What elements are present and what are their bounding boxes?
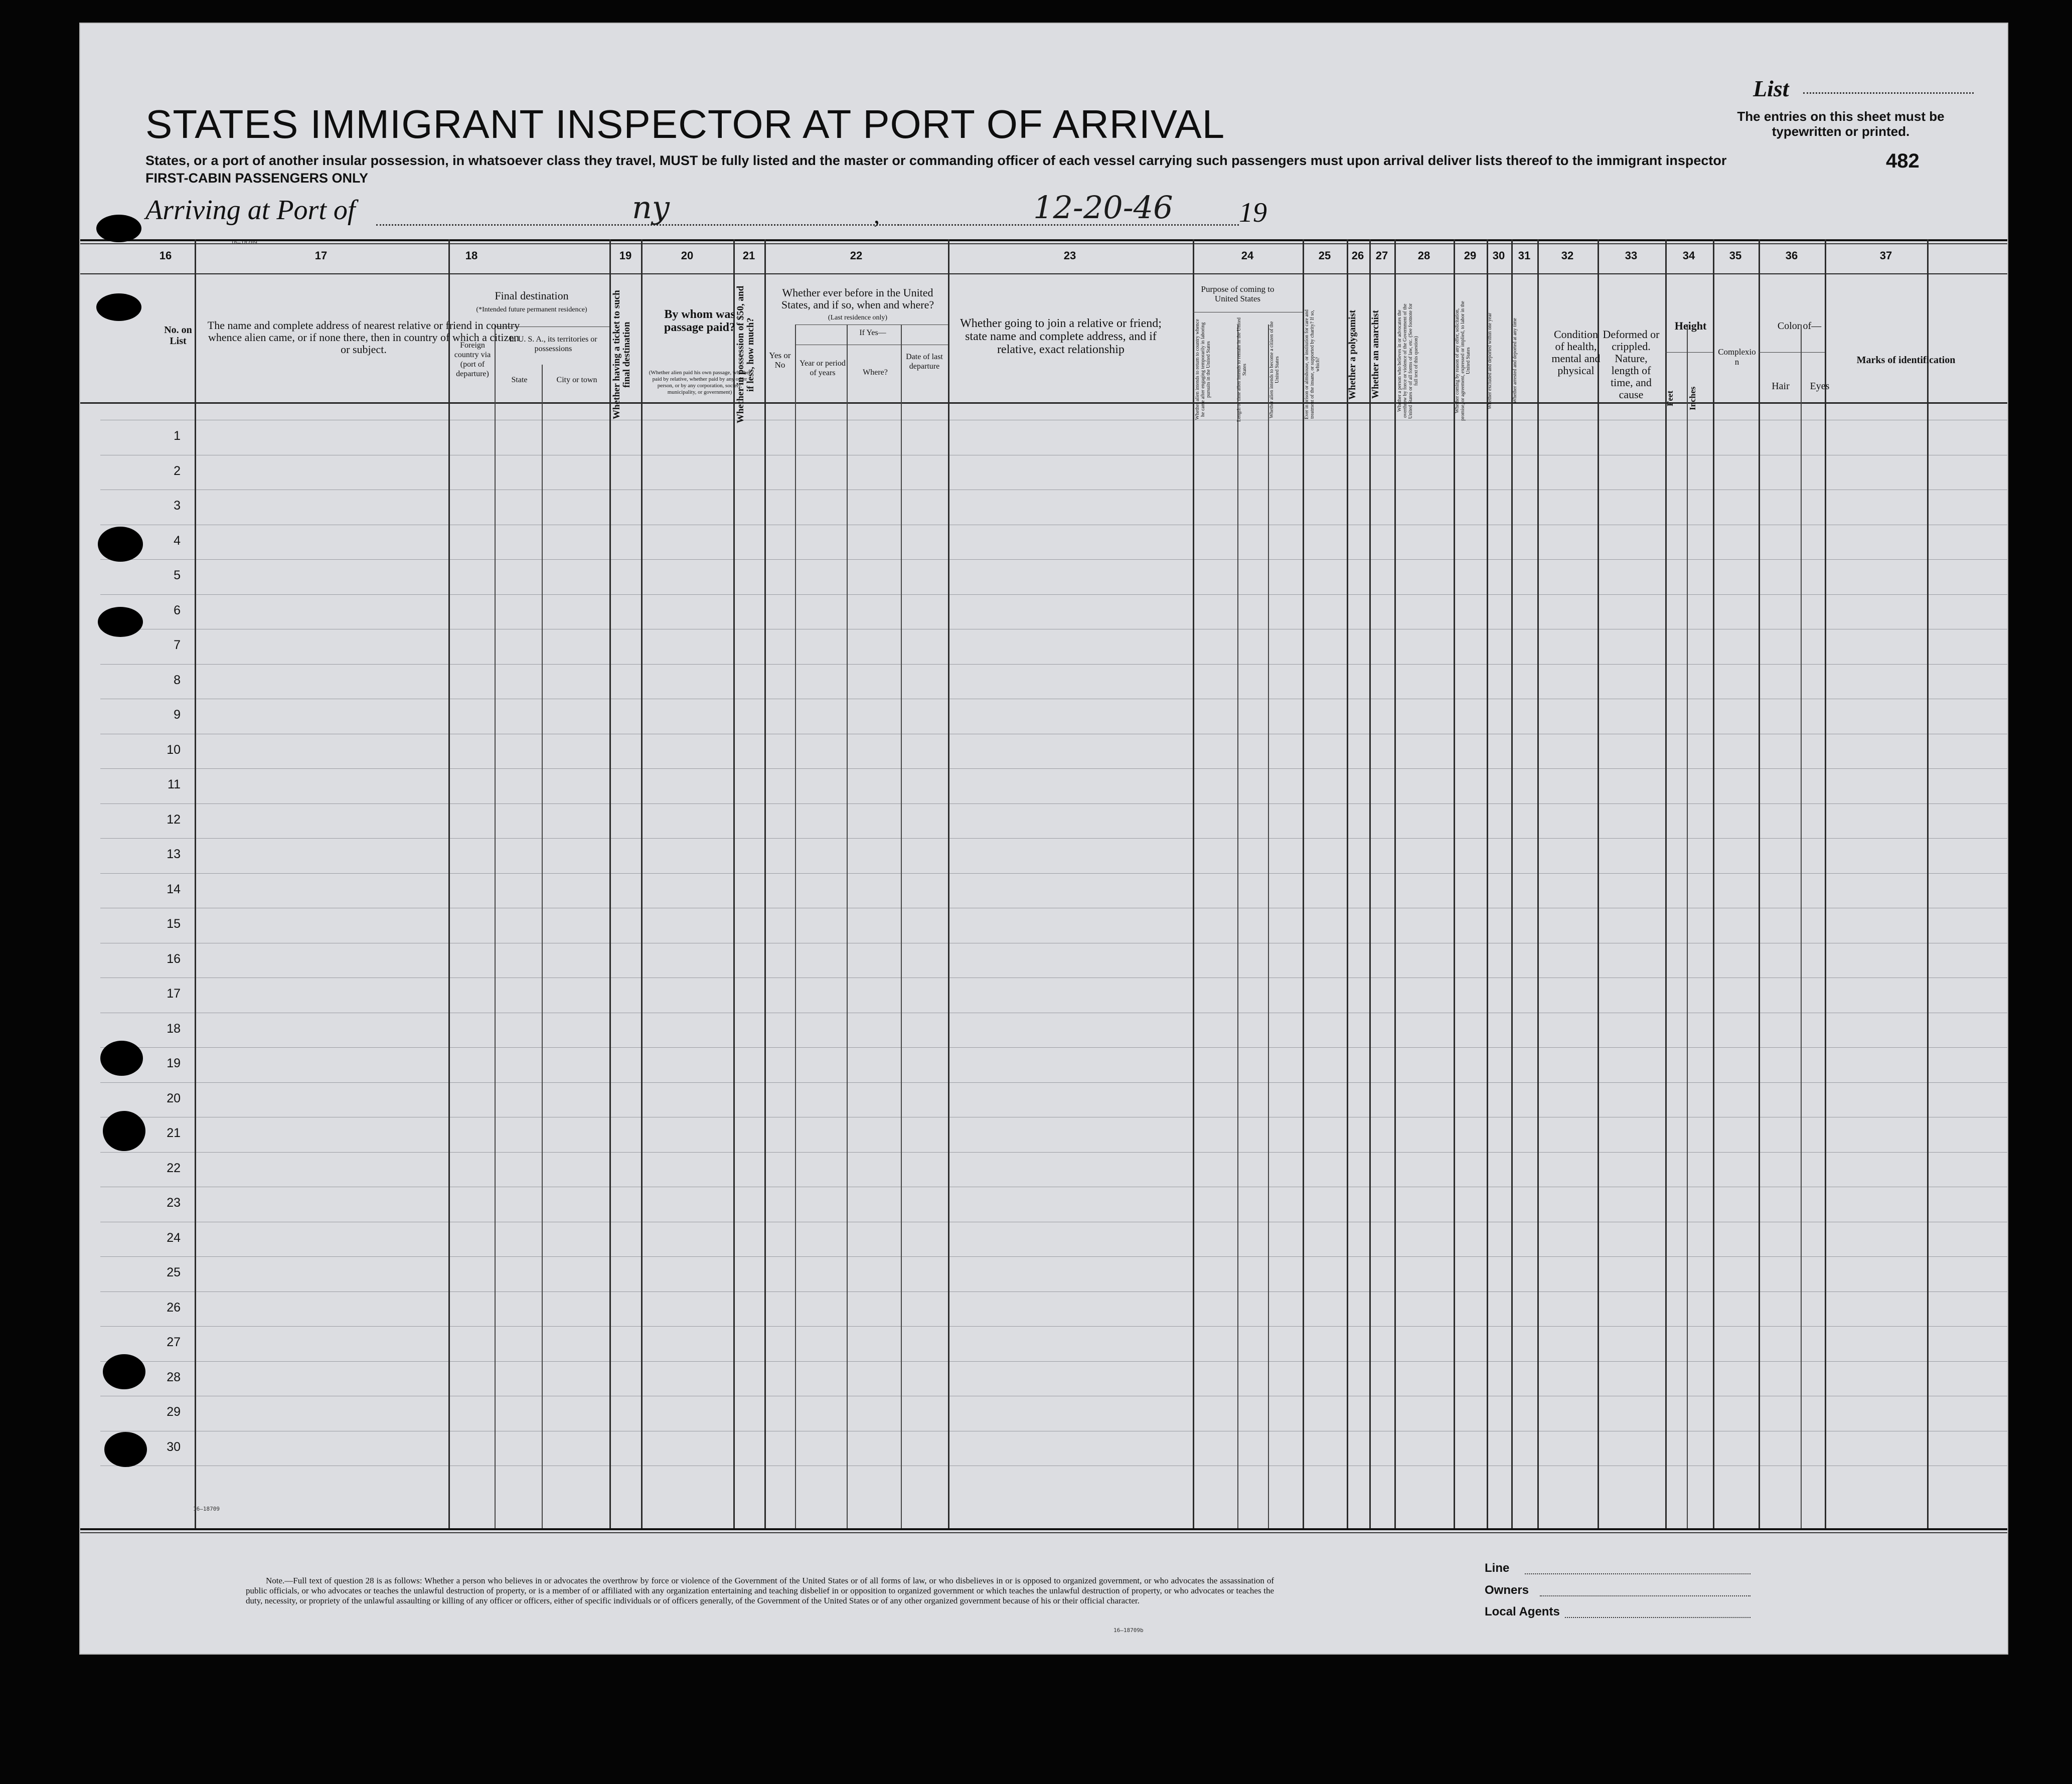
grid-line xyxy=(1487,239,1488,1528)
column-number: 31 xyxy=(1518,249,1531,262)
grid-line xyxy=(80,239,2007,241)
row-number: 14 xyxy=(167,882,181,896)
grid-line xyxy=(100,1152,2007,1153)
header-if-yes: If Yes— xyxy=(859,329,886,337)
grid-line xyxy=(1303,239,1304,1528)
header-inches: Inches xyxy=(1688,386,1697,411)
row-number: 3 xyxy=(174,499,181,513)
grid-line xyxy=(100,594,2007,595)
grid-line xyxy=(1801,325,1802,1528)
row-number: 19 xyxy=(167,1056,181,1070)
local-agents-field xyxy=(1565,1617,1750,1618)
header-health: Condition of health, mental and physical xyxy=(1551,328,1601,377)
column-number: 16 xyxy=(159,249,172,262)
header-purpose-length: Length of time alien intends to remain in the United States xyxy=(1236,317,1247,422)
row-number: 17 xyxy=(167,987,181,1001)
punch-hole xyxy=(103,1111,145,1151)
column-number: 17 xyxy=(314,249,328,262)
header-ticket: Whether having a ticket to such final destination xyxy=(611,290,632,419)
header-color-of: Color of— xyxy=(1777,320,1822,332)
header-complexion: Complexion xyxy=(1718,347,1756,367)
grid-line xyxy=(1759,239,1760,1528)
header-ever-before-us: Whether ever before in the United States, and if so, when and where? xyxy=(781,286,934,311)
row-number: 1 xyxy=(174,429,181,443)
row-number: 11 xyxy=(168,777,181,791)
punch-hole xyxy=(96,293,141,321)
header-purpose-return: Whether alien intends to return to country whence he came after engaging temporarily in laboring pursuits in the United States xyxy=(1195,319,1211,420)
row-number: 13 xyxy=(167,847,181,861)
grid-line xyxy=(100,1082,2007,1083)
column-number: 33 xyxy=(1625,249,1638,262)
grid-line xyxy=(448,239,450,1528)
grid-line xyxy=(1511,239,1513,1528)
grid-line xyxy=(764,239,766,1528)
date-handwritten: 12-20-46 xyxy=(1033,189,1173,226)
header-purpose: Purpose of coming to United States xyxy=(1201,284,1274,303)
entries-note: The entries on this sheet must be typewritten or printed. xyxy=(1737,109,1945,139)
header-marks: Marks of identification xyxy=(1856,355,1956,366)
header-anarchist: Whether an anarchist xyxy=(1370,310,1381,399)
row-number: 22 xyxy=(167,1161,181,1175)
row-number: 28 xyxy=(167,1370,181,1384)
form-code-note: 16—18709b xyxy=(1113,1627,1144,1634)
header-join-relative: Whether going to join a relative or friend; state name and complete address, and if relative, exact relationship xyxy=(960,317,1162,356)
column-number: 34 xyxy=(1682,249,1695,262)
line-field xyxy=(1525,1573,1750,1574)
row-number: 21 xyxy=(167,1126,181,1140)
grid-line xyxy=(1665,352,1713,353)
row-number: 10 xyxy=(167,743,181,757)
grid-line xyxy=(795,325,796,1528)
header-in-usa: In U. S. A., its territories or possessions xyxy=(509,335,597,353)
grid-line xyxy=(1713,239,1714,1528)
column-number: 27 xyxy=(1375,249,1388,262)
grid-line xyxy=(1369,239,1371,1528)
column-number: 36 xyxy=(1785,249,1798,262)
header-where: Where? xyxy=(863,368,888,377)
grid-line xyxy=(100,559,2007,560)
grid-line xyxy=(542,365,543,1528)
row-number: 30 xyxy=(167,1440,181,1454)
row-number: 23 xyxy=(167,1196,181,1210)
grid-line xyxy=(948,239,949,1528)
manifest-sheet xyxy=(79,23,2008,1655)
local-agents-label: Local Agents xyxy=(1485,1605,1560,1618)
grid-line xyxy=(195,239,196,1528)
header-purpose-citizen: Whether alien intends to become a citizen of the United States xyxy=(1269,321,1280,418)
header-question-28: Whether a person who believes in or advocates the overthrow by force or violence of the Government of the United States or of all forms of law, etc. (See footnote for full text of this question) xyxy=(1397,303,1419,419)
row-number: 7 xyxy=(174,638,181,652)
row-number: 16 xyxy=(167,952,181,966)
grid-line xyxy=(100,803,2007,804)
header-year-period: Year or period of years xyxy=(800,359,846,377)
punch-hole xyxy=(96,215,141,242)
header-arrested: Whether arrested and deported at any time xyxy=(1512,318,1518,404)
column-number: 21 xyxy=(742,249,755,262)
punch-hole xyxy=(98,527,143,562)
grid-line xyxy=(1454,239,1455,1528)
header-city-town: City or town xyxy=(556,376,597,384)
grid-line xyxy=(80,273,2007,274)
manifest-grid xyxy=(80,24,2007,1654)
column-number: 18 xyxy=(465,249,478,262)
column-number: 30 xyxy=(1492,249,1505,262)
header-fifty-dollars: Whether in possession of $50, and if less, how much? xyxy=(735,285,756,424)
list-label: List xyxy=(1753,76,1789,101)
grid-line xyxy=(1759,352,1825,353)
punch-hole xyxy=(100,1041,143,1076)
row-number: 26 xyxy=(167,1301,181,1315)
grid-line xyxy=(100,1291,2007,1292)
grid-line xyxy=(1927,239,1929,1528)
header-no-on-list: No. on List xyxy=(164,325,192,347)
grid-line xyxy=(1537,239,1539,1528)
grid-line xyxy=(80,1528,2007,1530)
row-number: 2 xyxy=(174,464,181,478)
grid-line xyxy=(1687,325,1688,1528)
row-number: 4 xyxy=(174,534,181,548)
header-final-destination: Final destination xyxy=(495,289,569,302)
grid-line xyxy=(1394,239,1396,1528)
grid-line xyxy=(1665,239,1667,1528)
grid-line xyxy=(100,1047,2007,1048)
owners-field xyxy=(1540,1595,1750,1596)
header-date-last-departure: Date of last departure xyxy=(906,353,943,371)
row-number: 8 xyxy=(174,673,181,687)
punch-hole xyxy=(104,1432,147,1467)
column-number: 24 xyxy=(1241,249,1254,262)
grid-line xyxy=(100,1326,2007,1327)
punch-hole xyxy=(98,607,143,637)
column-number: 23 xyxy=(1063,249,1076,262)
form-instructions: States, or a port of another insular possession, in whatsoever class they travel, MUST be fully listed and the master or commanding officer of each vessel carrying such passengers must upon arrival deliver lists thereof to the immigrant inspector xyxy=(145,153,1727,168)
column-number: 35 xyxy=(1729,249,1742,262)
grid-line xyxy=(80,402,2007,404)
column-number: 32 xyxy=(1561,249,1574,262)
header-yes-no: Yes or No xyxy=(769,351,791,370)
header-last-residence: (Last residence only) xyxy=(828,314,888,321)
row-number: 27 xyxy=(167,1335,181,1349)
header-hair: Hair xyxy=(1772,381,1790,392)
row-number: 25 xyxy=(167,1265,181,1279)
header-feet: Feet xyxy=(1665,390,1675,407)
row-number: 9 xyxy=(174,708,181,722)
header-passage-paid: By whom was passage paid? xyxy=(664,308,736,334)
grid-line xyxy=(100,768,2007,769)
column-number: 37 xyxy=(1879,249,1892,262)
grid-line xyxy=(1237,325,1238,1528)
header-eyes: Eyes xyxy=(1810,381,1830,392)
row-number: 20 xyxy=(167,1091,181,1105)
form-code-bottom: 16—18709 xyxy=(193,1506,220,1512)
grid-line xyxy=(100,838,2007,839)
grid-line xyxy=(733,239,735,1528)
row-number: 24 xyxy=(167,1231,181,1245)
grid-line xyxy=(495,325,496,1528)
line-label: Line xyxy=(1485,1561,1510,1575)
row-number: 18 xyxy=(167,1022,181,1036)
row-number: 12 xyxy=(167,813,181,827)
header-deformed: Deformed or crippled. Nature, length of time, and cause xyxy=(1603,328,1660,401)
grid-line xyxy=(1268,325,1269,1528)
grid-line xyxy=(1598,239,1599,1528)
header-passage-paid-note: (Whether alien paid his own passage, whether paid by relative, whether paid by any other person, or by any corporation, society, municipality, or government) xyxy=(649,370,751,395)
column-number: 25 xyxy=(1318,249,1331,262)
sheet-number: 482 xyxy=(1886,150,1920,172)
row-number: 15 xyxy=(167,917,181,931)
grid-line xyxy=(1193,239,1194,1528)
grid-line xyxy=(1825,239,1826,1528)
column-number: 20 xyxy=(681,249,694,262)
header-foreign-country: Foreign country via (port of departure) xyxy=(454,341,491,378)
column-number: 26 xyxy=(1351,249,1364,262)
form-title: STATES IMMIGRANT INSPECTOR AT PORT OF ARRIVAL xyxy=(145,102,1225,146)
row-number: 29 xyxy=(167,1405,181,1419)
port-handwritten: ny xyxy=(632,189,670,226)
year-prefix: 19 xyxy=(1239,197,1267,228)
column-number: 28 xyxy=(1417,249,1430,262)
form-code-top: 16—18709 xyxy=(231,239,257,246)
header-labor-offer: Whether coming by reason of any offer, solicitation, promise, or agreement, expressed or implied, to labor in the United States xyxy=(1455,301,1471,421)
grid-line xyxy=(80,243,2007,244)
grid-line xyxy=(901,325,902,1528)
grid-line xyxy=(80,1532,2007,1533)
owners-label: Owners xyxy=(1485,1583,1529,1597)
header-final-destination-sub: (*Intended future permanent residence) xyxy=(476,306,587,313)
grid-line xyxy=(100,1361,2007,1362)
grid-line xyxy=(100,664,2007,665)
arriving-label: Arriving at Port of xyxy=(145,195,356,226)
header-state: State xyxy=(511,376,528,384)
passenger-class-label: FIRST-CABIN PASSENGERS ONLY xyxy=(145,171,369,186)
punch-hole xyxy=(103,1354,145,1389)
header-polygamist: Whether a polygamist xyxy=(1347,309,1358,400)
grid-line xyxy=(641,239,643,1528)
comma-separator: , xyxy=(874,202,880,229)
header-excluded: Whether excluded and deported within one year xyxy=(1487,312,1493,409)
header-height: Height xyxy=(1674,319,1707,332)
footnote-question-28: Note.—Full text of question 28 is as follows: Whether a person who believes in or advocates the overthrow by force or violence of the Government of the United States or of all forms of law, or who disbelieves in or is opposed to organized government, or who advocates the assassination of public officials, or who advocates or teaches the unlawful destruction of property, or is a member of or affiliated with any organization entertaining and teaching disbelief in or opposition to organized government or which teaches the unlawful destruction of property, or who advocates or teaches the duty, necessity, or propriety of the unlawful assaulting or killing of any officer or officers, either of specific individuals or of officers generally, of the Government of the United States or of any other organized government because of his or their official character. xyxy=(246,1576,1274,1605)
grid-line xyxy=(1347,239,1348,1528)
grid-line xyxy=(847,325,848,1528)
header-nearest-relative: The name and complete address of nearest relative or friend in country whence alien came, or if none there, then in country of which a citizen or subject. xyxy=(207,319,520,356)
grid-line xyxy=(100,1256,2007,1257)
column-number: 22 xyxy=(850,249,863,262)
column-number: 29 xyxy=(1464,249,1477,262)
row-number: 6 xyxy=(174,603,181,617)
row-number: 5 xyxy=(174,568,181,582)
grid-line xyxy=(609,239,611,1528)
header-prison: Ever in prison or almshouse, or institution for care and treatment of the insane, or supported by charity? If so, which? xyxy=(1304,309,1321,420)
grid-line xyxy=(100,873,2007,874)
column-number: 19 xyxy=(619,249,632,262)
